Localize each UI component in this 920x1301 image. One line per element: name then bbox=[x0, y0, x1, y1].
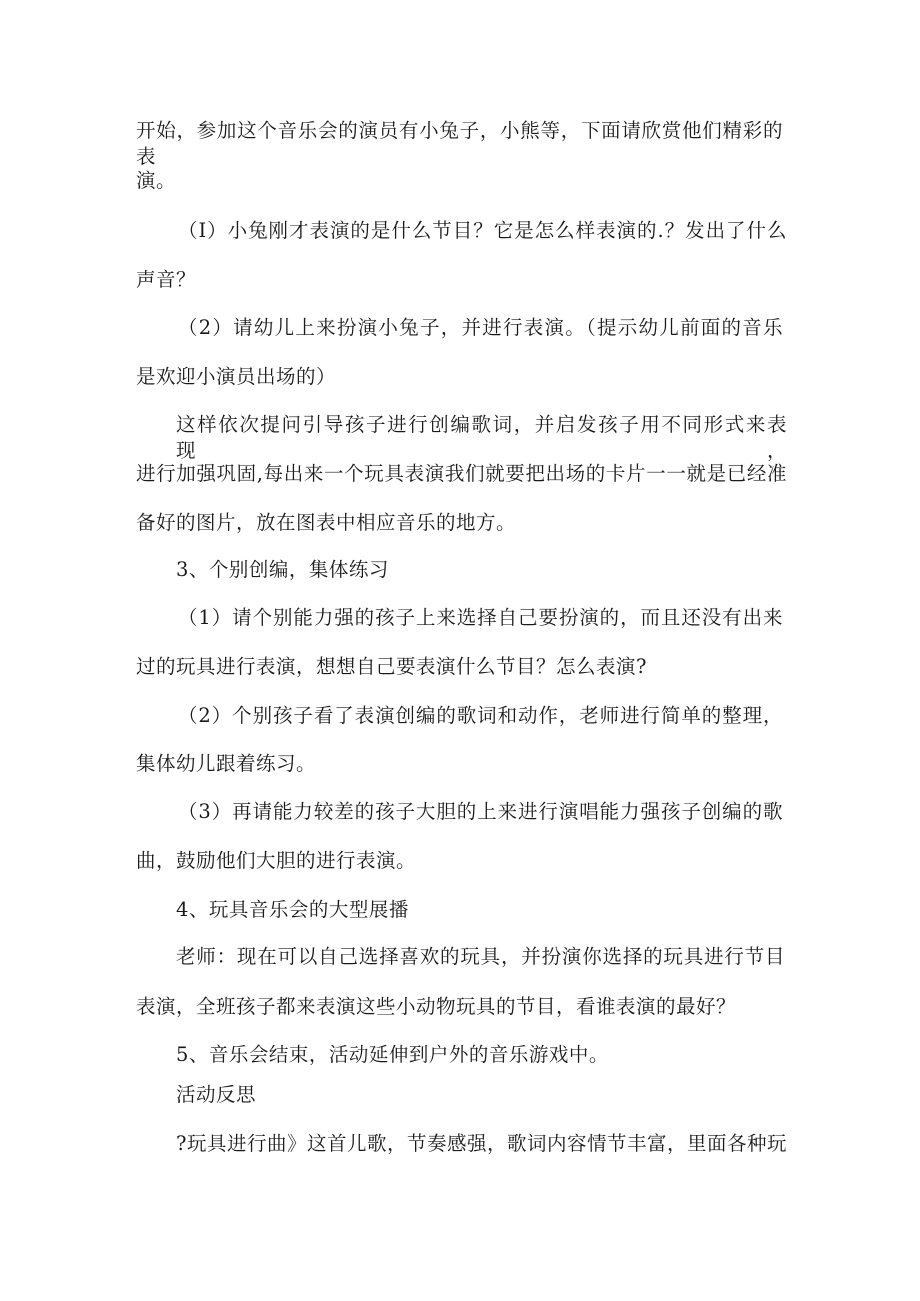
text-line-9: 备好的图片，放在图表中相应音乐的地方。 bbox=[136, 511, 517, 534]
text-line-21: 活动反思 bbox=[176, 1083, 257, 1106]
text-line-17: 4、玩具音乐会的大型展播 bbox=[176, 898, 409, 921]
text-line-13: （2）个别孩子看了表演创编的歌词和动作，老师进行简单的整理， bbox=[178, 704, 783, 727]
text-line-14: 集体幼儿跟着练习。 bbox=[136, 752, 317, 775]
text-line-20: 5、音乐会结束，活动延伸到户外的音乐游戏中。 bbox=[176, 1043, 609, 1066]
text-line-16: 曲，鼓励他们大胆的进行表演。 bbox=[136, 849, 417, 872]
text-line-5: （2）请幼儿上来扮演小兔子，并进行表演。（提示幼儿前面的音乐 bbox=[178, 316, 783, 339]
text-line-8: 进行加强巩固,每出来一个玩具表演我们就要把出场的卡片一一就是已经准 bbox=[136, 462, 787, 485]
text-line-10: 3、个别创编，集体练习 bbox=[176, 558, 389, 581]
text-line-4: 声音？ bbox=[136, 268, 197, 291]
text-line-18: 老师：现在可以自己选择喜欢的玩具，并扮演你选择的玩具进行节目 bbox=[176, 945, 785, 968]
text-line-2: 演。 bbox=[136, 169, 177, 192]
text-line-22: ?玩具进行曲》这首儿歌，节奏感强，歌词内容情节丰富，里面各种玩 bbox=[176, 1132, 787, 1155]
text-line-12: 过的玩具进行表演，想想自己要表演什么节目？怎么表演? bbox=[136, 655, 647, 678]
text-line-6: 是欢迎小演员出场的） bbox=[136, 365, 337, 388]
text-line-11: （1）请个别能力强的孩子上来选择自己要扮演的，而且还没有出来 bbox=[178, 606, 783, 629]
text-line-1: 开始，参加这个音乐会的演员有小兔子，小熊等，下面请欣赏他们精彩的表 bbox=[136, 119, 783, 168]
text-line-7: 这样依次提问引导孩子进行创编歌词，并启发孩子用不同形式来表现， bbox=[176, 413, 787, 462]
text-line-19: 表演，全班孩子都来表演这些小动物玩具的节目，看谁表演的最好？ bbox=[136, 995, 737, 1018]
text-line-3: （I）小兔刚才表演的是什么节目？它是怎么样表演的.？发出了什么 bbox=[178, 219, 787, 242]
text-line-15: （3）再请能力较差的孩子大胆的上来进行演唱能力强孩子创编的歌 bbox=[178, 800, 783, 823]
